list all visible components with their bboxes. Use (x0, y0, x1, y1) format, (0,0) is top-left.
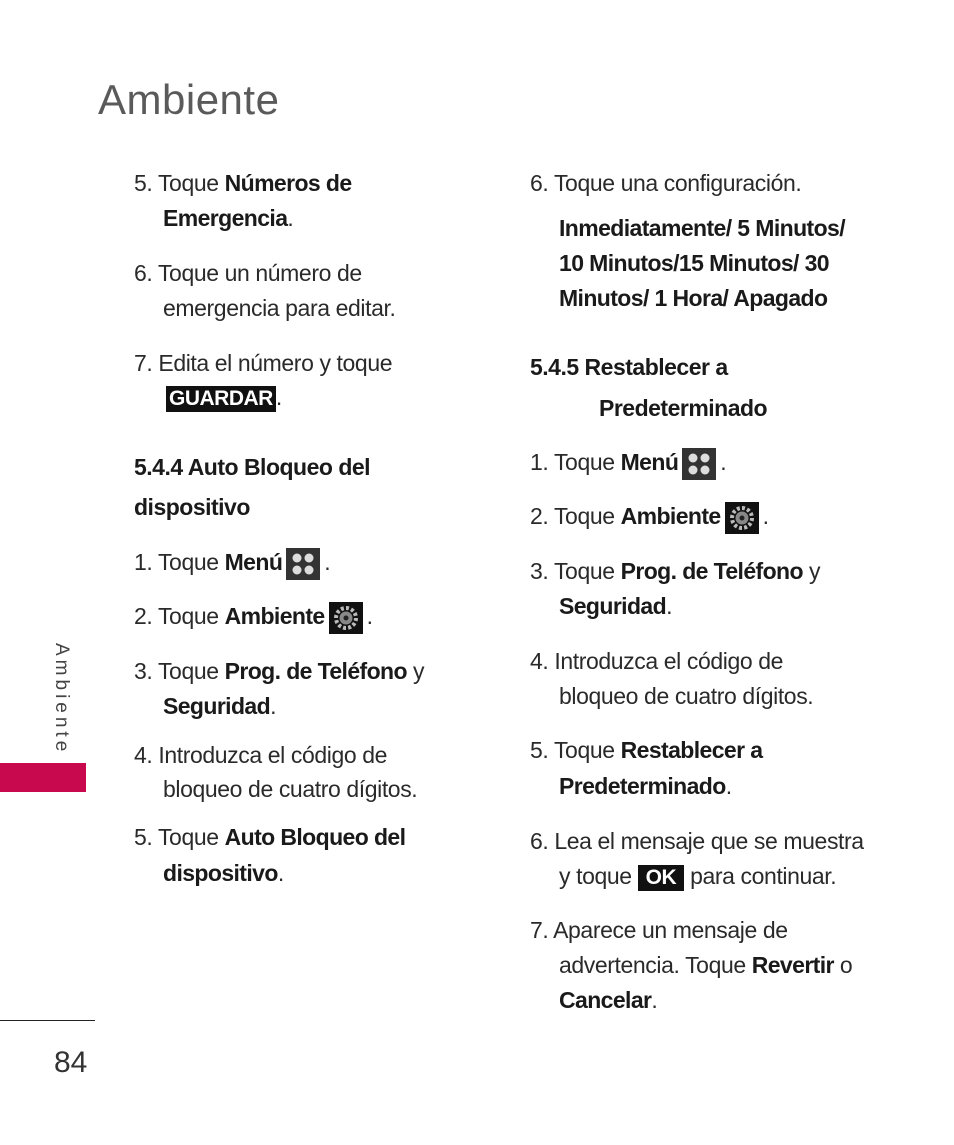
step-line (530, 446, 726, 480)
options-line: Minutos/ 1 Hora/ Apagado (559, 285, 828, 311)
text: 1. Toque (530, 449, 621, 475)
text: 5. Toque (134, 824, 225, 850)
section-heading: 5.4.4 Auto Bloqueo del (134, 454, 371, 480)
step-line (530, 734, 762, 766)
options-line: Inmediatamente/ 5 Minutos/ (559, 215, 846, 241)
step-line (559, 949, 852, 981)
step-line (134, 600, 373, 634)
step-line: 6. Toque una configuración. (530, 170, 802, 196)
bold-term: Ambiente (620, 503, 721, 529)
bold-term: Auto Bloqueo del (224, 824, 406, 850)
text: y (802, 558, 821, 584)
text: . (277, 860, 284, 886)
text: . (275, 384, 282, 410)
text: . (366, 603, 373, 629)
step-line (559, 860, 836, 892)
bold-term: Emergencia (163, 205, 288, 231)
bold-term: Menú (620, 449, 679, 475)
options-line: 10 Minutos/15 Minutos/ 30 (559, 250, 829, 276)
bold-term: Seguridad (559, 593, 667, 619)
step-line (163, 690, 276, 722)
bold-term: Números de (224, 170, 352, 196)
text: . (324, 549, 331, 575)
text: . (725, 773, 732, 799)
step-line (163, 857, 284, 889)
text: . (666, 593, 673, 619)
text: advertencia. Toque (559, 952, 752, 978)
menu-grid-icon (286, 548, 320, 580)
text: o (833, 952, 853, 978)
bold-term: Seguridad (163, 693, 271, 719)
step-line (134, 821, 405, 853)
bold-term: Ambiente (224, 603, 325, 629)
menu-grid-icon (682, 448, 716, 480)
page-number: 84 (54, 1046, 88, 1079)
ok-button-label: OK (638, 865, 685, 891)
step-line: 7. Aparece un mensaje de (530, 917, 788, 943)
ambiente-gear-icon (725, 502, 759, 534)
bold-term: dispositivo (163, 860, 278, 886)
bold-term: Prog. de Teléfono (620, 558, 803, 584)
text: . (720, 449, 727, 475)
step-line (166, 381, 282, 413)
bold-term: Cancelar (559, 987, 652, 1013)
step-line: 4. Introduzca el código de (134, 742, 387, 768)
bold-term: Menú (224, 549, 283, 575)
bold-term: Prog. de Teléfono (224, 658, 407, 684)
step-line: bloqueo de cuatro dígitos. (559, 683, 814, 709)
text: para continuar. (684, 863, 837, 889)
guardar-button-label: GUARDAR (166, 386, 276, 412)
bold-term: Predeterminado (559, 773, 726, 799)
text: . (287, 205, 294, 231)
text: 5. Toque (530, 737, 621, 763)
text: . (762, 503, 769, 529)
step-line (559, 590, 672, 622)
section-heading: 5.4.5 Restablecer a (530, 354, 728, 380)
text: 3. Toque (134, 658, 225, 684)
text: . (651, 987, 658, 1013)
bold-term: Restablecer a (620, 737, 763, 763)
bold-term: Revertir (751, 952, 834, 978)
footer-divider (0, 1020, 95, 1021)
text: 3. Toque (530, 558, 621, 584)
section-heading: dispositivo (134, 494, 250, 520)
text: 5. Toque (134, 170, 225, 196)
step-line: 4. Introduzca el código de (530, 648, 783, 674)
section-heading: Predeterminado (599, 395, 768, 421)
side-tab-label: Ambiente (51, 643, 72, 756)
text: 2. Toque (530, 503, 621, 529)
step-line (134, 167, 352, 199)
text: 2. Toque (134, 603, 225, 629)
step-line (134, 655, 424, 687)
step-line (559, 984, 657, 1016)
step-line: 6. Lea el mensaje que se muestra (530, 828, 864, 854)
side-tab-marker (0, 763, 86, 792)
page-title: Ambiente (98, 76, 280, 123)
step-line (530, 500, 769, 534)
text: 1. Toque (134, 549, 225, 575)
step-line (559, 770, 732, 802)
step-line (530, 555, 820, 587)
text: y toque (559, 863, 638, 889)
step-line: bloqueo de cuatro dígitos. (163, 776, 418, 802)
step-line (134, 546, 330, 580)
step-line: 6. Toque un número de (134, 260, 362, 286)
text: y (406, 658, 425, 684)
ambiente-gear-icon (329, 602, 363, 634)
step-line (163, 202, 293, 234)
step-line: 7. Edita el número y toque (134, 350, 393, 376)
text: . (270, 693, 277, 719)
step-line: emergencia para editar. (163, 295, 396, 321)
